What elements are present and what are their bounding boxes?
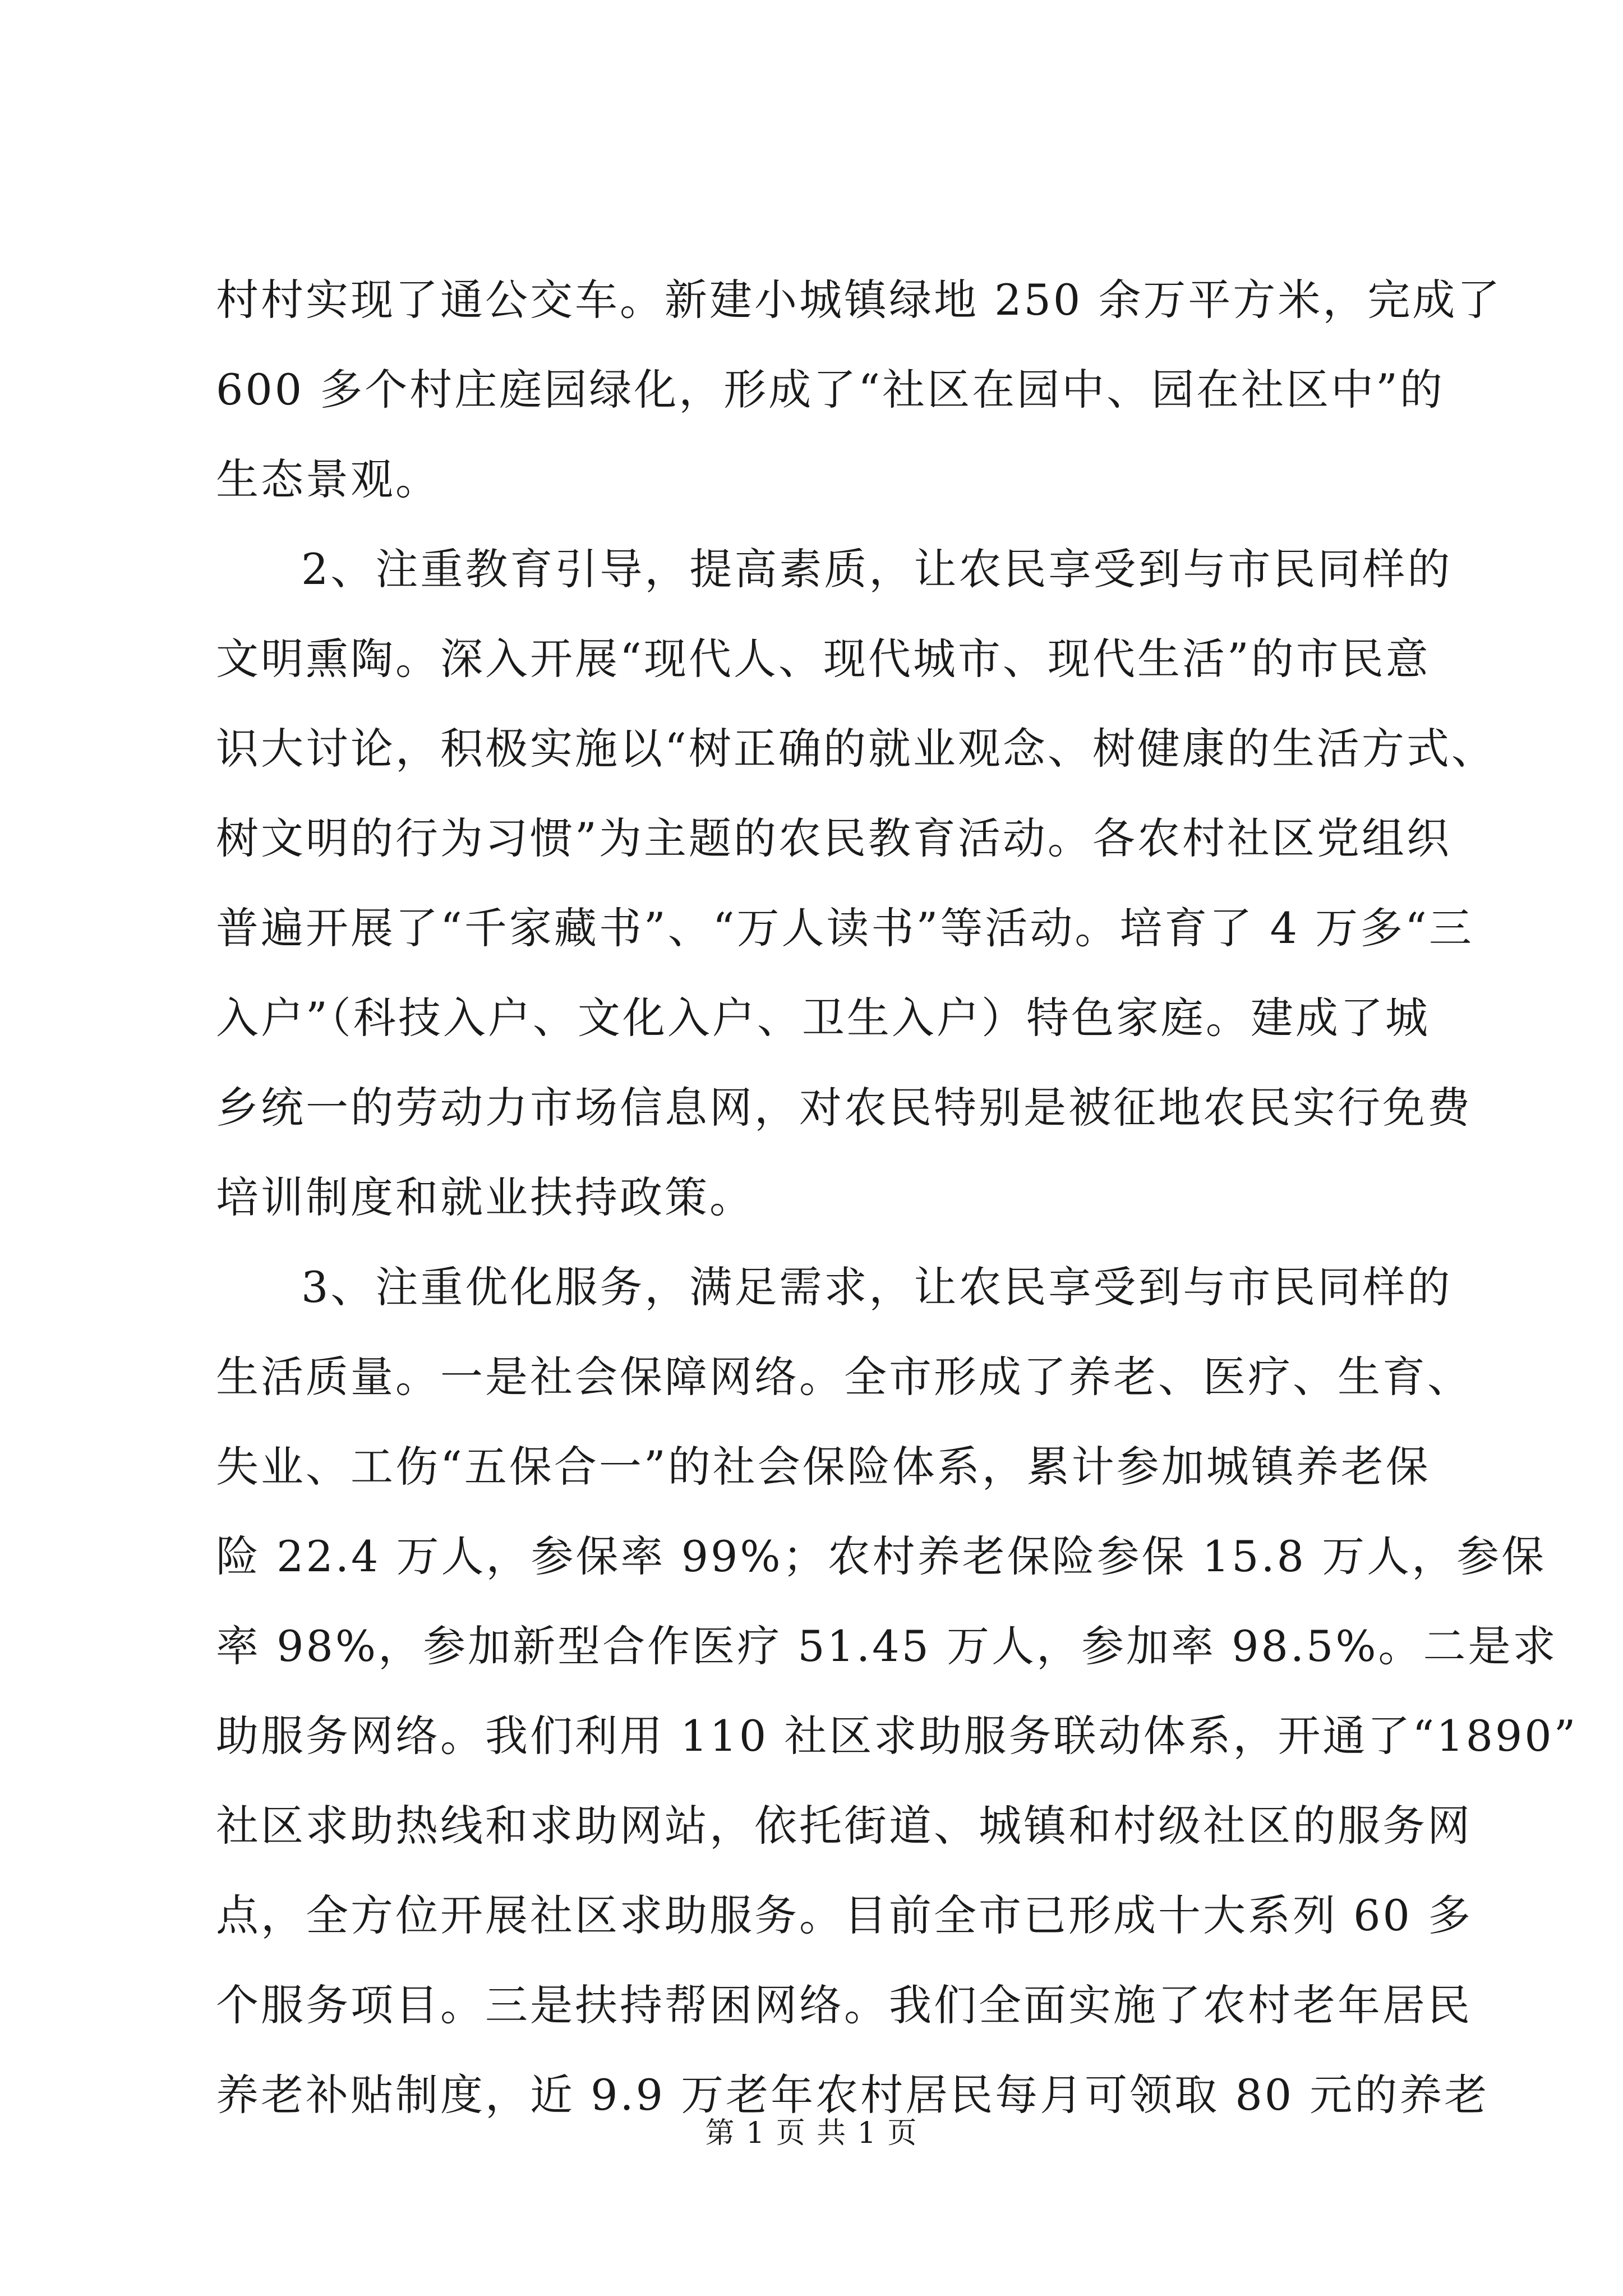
text-line: 生态景观。: [216, 454, 440, 504]
text-line: 乡统一的劳动力市场信息网，对农民特别是被征地农民实行免费: [216, 1083, 1472, 1133]
document-body: [216, 255, 1578, 2140]
text-line: 树文明的行为习惯”为主题的农民教育活动。各农村社区党组织: [216, 813, 1451, 863]
page-number-footer: 第 1 页 共 1 页: [705, 2116, 918, 2150]
text-line: 养老补贴制度，近 9.9 万老年农村居民每月可领取 80 元的养老: [216, 2070, 1490, 2120]
text-line: 600 多个村庄庭园绿化，形成了“社区在园中、园在社区中”的: [216, 365, 1445, 415]
text-line: 助服务网络。我们利用 110 社区求助服务联动体系，开通了“1890”: [216, 1711, 1578, 1761]
text-line: 社区求助热线和求助网站，依托街道、城镇和村级社区的服务网: [216, 1801, 1472, 1851]
text-line: 培训制度和就业扶持政策。: [216, 1172, 754, 1222]
text-line: 普遍开展了“千家藏书”、“万人读书”等活动。培育了 4 万多“三: [216, 903, 1474, 953]
text-line: 生活质量。一是社会保障网络。全市形成了养老、医疗、生育、: [216, 1352, 1472, 1402]
text-line: 文明熏陶。深入开展“现代人、现代城市、现代生活”的市民意: [216, 634, 1431, 684]
text-line: 识大讨论，积极实施以“树正确的就业观念、树健康的生活方式、: [216, 724, 1496, 774]
text-line: 险 22.4 万人，参保率 99%；农村养老保险参保 15.8 万人，参保: [216, 1531, 1547, 1581]
text-line: 入户”（科技入户、文化入户、卫生入户）特色家庭。建成了城: [216, 993, 1430, 1043]
text-line: 率 98%，参加新型合作医疗 51.45 万人，参加率 98.5%。二是求: [216, 1621, 1558, 1671]
text-line: 失业、工伤“五保合一”的社会保险体系，累计参加城镇养老保: [216, 1442, 1431, 1492]
text-line: 村村实现了通公交车。新建小城镇绿地 250 余万平方米，完成了: [216, 275, 1502, 325]
text-line: 个服务项目。三是扶持帮困网络。我们全面实施了农村老年居民: [216, 1980, 1472, 2030]
text-line: 3、注重优化服务，满足需求，让农民享受到与市民同样的: [301, 1262, 1453, 1312]
text-line: 2、注重教育引导，提高素质，让农民享受到与市民同样的: [301, 544, 1453, 594]
text-line: 点，全方位开展社区求助服务。目前全市已形成十大系列 60 多: [216, 1890, 1473, 1940]
